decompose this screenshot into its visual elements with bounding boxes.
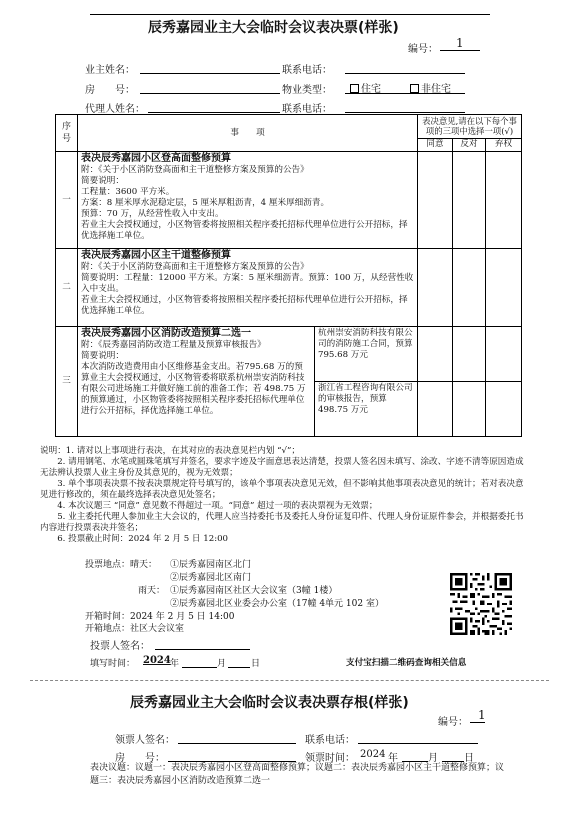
agent-name-label: 代理人姓名： — [85, 104, 145, 115]
open-time: 开箱时间：2024 年 2 月 5 日 14:00 — [85, 612, 235, 622]
row3-option2: 浙江省工程咨询有限公司的审核报告，预算 498.75 万元 — [315, 382, 418, 437]
row1-line: 方案：8 厘米厚水泥稳定层，5 厘米厚粗沥青，4 厘米厚细沥青。 — [81, 198, 330, 208]
row3-opt1-oppose-cell[interactable] — [453, 327, 486, 382]
poll-sunny-1: ①辰秀嘉园南区北门 — [170, 560, 252, 570]
ballot-table — [55, 114, 522, 437]
header-abstain: 弃权 — [486, 139, 522, 152]
non-residential-text: 非住宅 — [421, 84, 451, 95]
row2-abstain-cell[interactable] — [486, 249, 522, 327]
poll-sunny-2: ②辰秀嘉园北区南门 — [170, 573, 252, 583]
row1-line: 工程量：3600 平方米。 — [81, 187, 175, 197]
page-title: 辰秀嘉园业主大会临时会议表决票(样张) — [148, 20, 399, 36]
property-type-underline — [345, 93, 465, 94]
stub-serial-value: 1 — [478, 708, 486, 722]
note-4: 4. 本次议题三 “同意” 意见数不得超过一项。“同意” 超过一项的表决票视为无效票； — [40, 501, 378, 511]
fill-month-unit: 月 — [217, 659, 227, 669]
note-6: 6. 投票截止时间：2024 年 2 月 5 日 12:00 — [40, 534, 229, 544]
row1-line: 若业主大会授权通过，小区物管委将按照相关程序委托招标代理单位进行公开招标，择优选择施工单位。 — [81, 220, 408, 241]
stub-phone-label: 联系电话： — [305, 735, 355, 746]
row2-oppose-cell[interactable] — [453, 249, 486, 327]
room-label: 房 号： — [85, 85, 135, 96]
row3-opt1-abstain-cell[interactable] — [486, 327, 522, 382]
stub-room-label: 房 号： — [115, 753, 165, 764]
fill-year: 2024 — [143, 655, 171, 666]
row1-line: 简要说明： — [81, 176, 124, 186]
row1-item — [78, 152, 418, 249]
row2-seq: 二 — [56, 249, 78, 327]
stub-serial-underline — [470, 722, 485, 723]
phone-field[interactable] — [345, 73, 465, 74]
non-residential-checkbox[interactable] — [410, 84, 419, 93]
row3-opt2-agree-cell[interactable] — [418, 382, 453, 437]
row1-title: 表决辰秀嘉园小区登高面整修预算 — [81, 153, 231, 164]
row3-option1: 杭州崇安消防科技有限公司的消防施工合同，预算795.68 万元 — [315, 327, 418, 382]
instructions — [40, 446, 530, 545]
top-rule — [90, 14, 490, 15]
stub-serial-label: 编号： — [438, 717, 468, 728]
row3-opt2-abstain-cell[interactable] — [486, 382, 522, 437]
row3-line: 本次消防改造费用由小区维修基金支出。若795.68 万的预算业主大会授权通过，小区物管委将联系杭州崇安消防科技有限公司进场施工并做好施工前的准备工作；若 498.75 万的预算通过，小区物管委将按照相关程序委托招标代理单位进行公开招标，择优选择施工单位。 — [81, 362, 306, 416]
room-field[interactable] — [140, 93, 280, 94]
voter-sign-label: 投票人签名： — [90, 641, 150, 652]
stub-year: 2024 — [360, 749, 386, 760]
owner-name-label: 业主姓名： — [85, 65, 135, 76]
serial-value: 1 — [456, 36, 464, 50]
residential-text: 住宅 — [361, 84, 381, 95]
stub-title: 辰秀嘉园业主大会临时会议表决票存根(样张) — [130, 695, 409, 711]
table-row — [56, 152, 522, 249]
poll-rain-label: 雨天： — [138, 586, 166, 596]
table-row — [56, 327, 522, 382]
row2-item — [78, 249, 418, 327]
row1-oppose-cell[interactable] — [453, 152, 486, 249]
note-5: 5. 业主委托代理人参加业主大会议的，代理人应当持委托书及委托人身份证复印件、代理人身份证原件参会，并根据委托书内容进行投票表决并签名； — [40, 512, 524, 533]
phone2-label: 联系电话： — [282, 104, 332, 115]
header-item: 事 项 — [78, 115, 418, 152]
header-oppose: 反对 — [453, 139, 486, 152]
stub-topics: 表决议题：议题一：表决辰秀嘉园小区登高面整修预算；议题二：表决辰秀嘉园小区主干道整修预算；议题三：表决辰秀嘉园小区消防改造预算二选一 — [90, 763, 505, 786]
fill-day-field[interactable] — [228, 667, 250, 668]
stub-month-unit: 月 — [428, 753, 438, 764]
row3-opt2-oppose-cell[interactable] — [453, 382, 486, 437]
row2-line: 附：《关于小区消防登高面和主干道整修方案及预算的公告》 — [81, 262, 309, 272]
serial-underline — [440, 50, 480, 51]
row3-item — [78, 327, 315, 437]
row2-line: 若业主大会授权通过，小区物管委将按照相关程序委托招标代理单位进行公开招标，择优选择施工单位。 — [81, 295, 408, 316]
qr-caption: 支付宝扫描二维码查询相关信息 — [346, 658, 467, 668]
row3-line: 附：《辰秀嘉园消防改造工程量及预算审核报告》 — [81, 340, 266, 350]
residential-checkbox[interactable] — [350, 84, 359, 93]
cut-line — [30, 680, 549, 681]
row2-agree-cell[interactable] — [418, 249, 453, 327]
row1-abstain-cell[interactable] — [486, 152, 522, 249]
header-agree: 同意 — [418, 139, 453, 152]
poll-rain-1: ①辰秀嘉园南区社区大会议室（3幢 1楼） — [170, 586, 338, 596]
voter-sign-field[interactable] — [155, 649, 250, 650]
row2-title: 表决辰秀嘉园小区主干道整修预算 — [81, 250, 231, 261]
row3-seq: 三 — [56, 327, 78, 437]
note-3: 3. 单个事项表决票不按表决票规定符号填写的，该单个事项表决意见无效，但不影响其他事项表决意见的统计；若对表决意见进行修改的，须在最终选择表决意见处签名； — [40, 479, 524, 500]
open-place: 开箱地点：社区大会议室 — [85, 624, 185, 634]
agent-name-field[interactable] — [148, 112, 280, 113]
fill-year-unit: 年 — [170, 659, 180, 669]
row3-line: 简要说明： — [81, 351, 124, 361]
stub-year-unit: 年 — [388, 753, 398, 764]
row3-opt1-agree-cell[interactable] — [418, 327, 453, 382]
stub-phone-field[interactable] — [358, 743, 478, 744]
owner-name-field[interactable] — [140, 73, 280, 74]
note-1: 说明：1. 请对以上事项进行表决，在其对应的表决意见栏内划 “√”； — [40, 446, 300, 456]
stub-receiver-field[interactable] — [178, 743, 296, 744]
qr-code[interactable] — [450, 573, 512, 635]
fill-time-label: 填写时间： — [90, 659, 136, 669]
header-seq: 序号 — [56, 115, 78, 152]
stub-day-unit: 日 — [464, 753, 474, 764]
phone2-field[interactable] — [345, 112, 465, 113]
row3-title: 表决辰秀嘉园小区消防改造预算二选一 — [81, 328, 251, 339]
stub-receiver-label: 领票人签名： — [115, 735, 175, 746]
poll-rain-2: ②辰秀嘉园北区业委会办公室（17幢 4单元 102 室） — [170, 599, 384, 609]
row1-line: 预算：70 万，从经营性收入中支出。 — [81, 209, 224, 219]
row2-line: 简要说明：工程量：12000 平方米。方案：5 厘米细沥青。预算：100 万，从经营性收入中支出。 — [81, 273, 414, 294]
table-row — [56, 249, 522, 327]
fill-day-unit: 日 — [251, 659, 261, 669]
poll-place-label: 投票地点：晴天： — [85, 560, 158, 570]
note-2: 2. 请用钢笔、水笔或圆珠笔填写并签名，要求字迹及字面意思表达清楚，投票人签名因未填写、涂改、字迹不清等原因造成无法辨认投票人业主身份及其意见的，视为无效票； — [40, 457, 524, 478]
row1-agree-cell[interactable] — [418, 152, 453, 249]
row1-line: 附：《关于小区消防登高面和主干道整修方案及预算的公告》 — [81, 165, 309, 175]
stub-time-label: 领票时间： — [305, 753, 355, 764]
property-type-label: 物业类型： — [282, 85, 332, 96]
row1-seq: 一 — [56, 152, 78, 249]
header-vote: 表决意见,请在以下每个事项的三项中选择一项(√) — [418, 115, 522, 139]
phone-label: 联系电话： — [282, 65, 332, 76]
fill-month-field[interactable] — [182, 667, 217, 668]
serial-label: 编号： — [408, 44, 438, 55]
